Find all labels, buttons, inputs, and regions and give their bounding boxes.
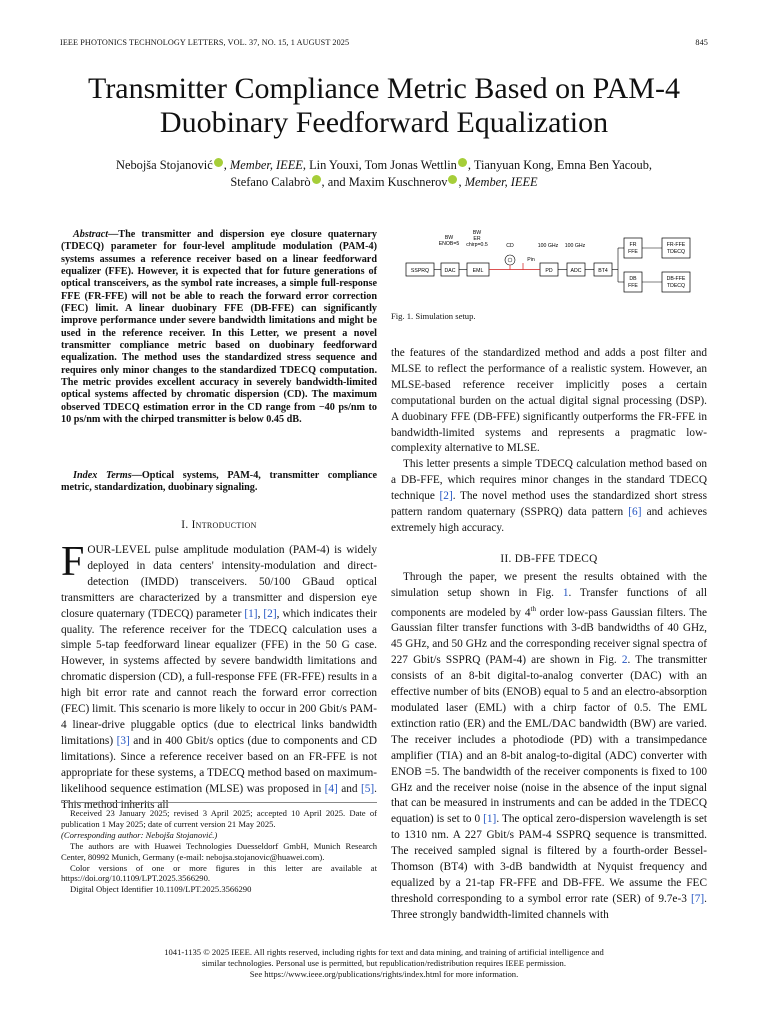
author-1-role: Member, IEEE <box>229 158 303 172</box>
paper-title <box>40 72 728 140</box>
index-terms-text: —Optical systems, PAM-4, transmitter compliance metric, standardization, duobinary signaling. <box>61 470 377 494</box>
index-terms-label: Index Terms <box>73 470 132 481</box>
author-2: , Lin Youxi, Tom Jonas Wettlin <box>302 158 457 172</box>
footnote-rule <box>61 802 377 803</box>
footer-line-2: similar technologies. Personal use is permitted, but republication/redistribution requires IEEE permission. <box>202 958 566 968</box>
paragraph-setup: Through the paper, we present the results obtained with the simulation setup shown in Fig. 1. Transfer functions of all components are modeled by 4th order low-pass Gaussian filters. The Gaussian filter transfer functions with 3-dB bandwidths of 40 GHz, 45 GHz, and 50 GHz and the corresponding receiver signal spectra of 227 Gbit/s SSPRQ (PAM-4) are shown in Fig. 2. The transmitter consists of an 8-bit digital-to-analog converter (DAC) with an effective number of bits (ENOB) equal to 5 and an electro-absorption modulated laser (EML) with a chirp factor of 0.5. The EML extinction ratio (ER) and the EML/DAC bandwidth (BW) are varied. The receiver includes a photodiode (PD) with a transimpedance amplifier (TIA) and an 8-bit analog-to-digital (ADC) converter with ENOB =5. The bandwidth of the receiver components is fixed to 100 GHz and the receiver noise (noise in the absence of the input signal that can be measured in instruments and can be added in the TDECQ equation) is set to 0 [1]. The optical zero-dispersion wavelength is set to 1310 nm. A 227 Gbit/s PAM-4 SSPRQ sequence is transmitted. The received sampled signal is filtered by a fourth-order Bessel-Thomson (BT4) with 3-dB bandwidth at Nyquist frequency and equalized by a 21-tap FR-FFE and DB-FFE. We assume the FEC threshold corresponding to a symbol error rate (SER) of 9.7e-3 [7]. Three strongly bandwidth-limited channels with <box>391 571 707 921</box>
text-tdecq-2: TDECQ <box>666 283 686 289</box>
figure-link[interactable]: 1 <box>562 586 569 599</box>
citation-link[interactable]: [1] <box>483 813 497 826</box>
footnote-affiliation: The authors are with Huawei Technologies Duesseldorf GmbH, Munich Research Center, 80992 Munich, Germany (e-mail: nebojsa.stojanovic@huawei.com). <box>61 840 377 862</box>
text-ffe-1: FFE <box>628 249 638 255</box>
text-eml: EML <box>472 268 484 274</box>
title-line-2: Duobinary Feedforward Equalization <box>159 106 609 139</box>
citation-link[interactable]: [1] <box>244 607 258 620</box>
footnote-doi: Digital Object Identifier 10.1109/LPT.2025.3566290 <box>70 884 252 895</box>
label-adc-bw: 100 GHz <box>564 243 586 249</box>
author-5-role: Member, IEEE <box>464 175 538 189</box>
label-pd-bw: 100 GHz <box>537 243 559 249</box>
text-fr-ffe: FR-FFE <box>666 242 686 248</box>
label-er: ER <box>473 236 481 242</box>
drop-cap: F <box>61 539 85 585</box>
block-fr-ffe-tdecq <box>662 238 690 258</box>
title-line-1: Transmitter Compliance Metric Based on PAM-4 <box>88 72 680 105</box>
page-number: 845 <box>695 38 708 47</box>
copyright-footer <box>60 947 708 980</box>
abstract <box>61 229 377 427</box>
text-pd: PD <box>545 268 553 274</box>
label-pin: Pin <box>527 257 535 263</box>
section-heading-db-ffe-tdecq: II. DB-FFE TDECQ <box>500 553 598 565</box>
text-dac: DAC <box>444 268 456 274</box>
citation-link[interactable]: [3] <box>116 734 130 747</box>
orcid-icon[interactable] <box>458 158 467 167</box>
figure-caption: Fig. 1. Simulation setup. <box>391 311 476 321</box>
text-adc: ADC <box>570 268 582 274</box>
label-cd: CD <box>506 243 514 249</box>
citation-link[interactable]: [5] <box>360 782 375 795</box>
footer-line-3: See https://www.ieee.org/publications/rights/index.html for more information. <box>249 969 519 979</box>
orcid-icon[interactable] <box>214 158 223 167</box>
simulation-setup-diagram <box>398 228 708 300</box>
footer-line-1: 1041-1135 © 2025 IEEE. All rights reserved, including rights for text and data mining, and training of artificial intelligence and <box>164 947 604 957</box>
citation-link[interactable]: [6] <box>628 506 642 519</box>
paragraph-letter-presents: This letter presents a simple TDECQ calculation method based on a DB-FFE, which requires minor changes in the standard TDECQ technique [2]. The novel method uses the standardized short stress pattern random quaternary (SSPRQ) data pattern [6] and achieves extremely high accuracy. <box>391 458 707 534</box>
footnote-color: Color versions of one or more figures in this letter are available at https://doi.org/10.1109/LPT.2025.3566290. <box>61 862 377 884</box>
abstract-label: Abstract <box>73 229 109 240</box>
citation-link[interactable]: [4] <box>324 782 338 795</box>
label-bw-dac: BW <box>444 235 454 241</box>
introduction-text: FOUR-LEVEL pulse amplitude modulation (PAM-4) is widely deployed in data centers' intensity-modulation and direct-detection (IMDD) transceivers. 50/100 GBaud optical transmitters are characterized by a transmitter and dispersion eye closure quaternary (TDECQ) parameter [1], [2], which indicates their quality. The reference receiver for the TDECQ calculation uses a simple 5-tap feedforward linear equalizer (FFE) in the 50 G case. However, in systems affected by severe bandwidth limitations and chromatic dispersion (CD), a full-response FFE (FR-FFE) results in a high bit error rate and cannot reach the forward error correction (FEC) limit. This scenario is more likely to occur in 200 Gbit/s PAM-4 linear-drive pluggable optics (due to electrical links bandwidth limitations) [3] and in 400 Gbit/s optics (due to components and CD limitations). Since a reference receiver based on an FR-FFE is not appropriate for these systems, a TDECQ method based on maximum-likelihood sequence estimation (MLSE) was proposed in [4] and [5]. This method inherits all <box>61 539 377 811</box>
journal-info: IEEE PHOTONICS TECHNOLOGY LETTERS, VOL. 37, NO. 15, 1 AUGUST 2025 <box>60 38 350 47</box>
figure-link[interactable]: 2 <box>621 654 628 667</box>
text-ssprq: SSPRQ <box>410 268 430 274</box>
footnote-corresponding: (Corresponding author: Nebojša Stojanović.) <box>61 829 218 840</box>
footnotes <box>61 808 377 895</box>
label-chirp: chirp=0.5 <box>466 242 488 248</box>
author-list: Nebojša Stojanović , Member, IEEE, Lin Youxi, Tom Jonas Wettlin , Tianyuan Kong, Emna Ben Yacoub, Stefano Calabrò , and Maxim Kuschnerov , Member, IEEE <box>116 158 652 189</box>
running-header <box>60 38 708 47</box>
section-heading-introduction: I. Introduction <box>181 519 257 531</box>
text-ffe-2: FFE <box>628 283 638 289</box>
right-column-text-top <box>391 346 707 537</box>
right-column-text-section2 <box>391 570 707 924</box>
block-db-ffe <box>624 272 642 292</box>
abstract-text: —The transmitter and dispersion eye closure quaternary (TDECQ) parameter for four-level amplitude modulation (PAM-4) systems assumes a reference receiver based on a linear feedforward equalizer (FFE). However, it is expected that for future generations of optical transceivers, as the symbol rate increases, a simple full-response FFE (FR-FFE) will not be able to reach the forward error correction (FEC) limit. A linear duobinary FFE (DB-FFE) can significantly improve performance under severe bandwidth limitations and might be used in the reference receiver. In this Letter, we present a novel transmitter compliance metric based on duobinary feedforward equalization. The method uses the standardized stress sequence and requires only minor changes to the standardized TDECQ computation. The metric provides excellent accuracy in severely bandwidth-limited optical systems affected by chromatic dispersion (CD). The maximum observed TDECQ estimation error in the CD range from −40 ps/nm to 10 ps/nm with the chirped transmitter is below 0.45 dB. <box>61 229 377 426</box>
text-fr: FR <box>629 242 637 248</box>
label-bw-eml: BW <box>472 230 482 236</box>
citation-link[interactable]: [7] <box>690 892 705 905</box>
text-tdecq-1: TDECQ <box>666 249 686 255</box>
block-fr-ffe <box>624 238 642 258</box>
text-db: DB <box>629 276 637 282</box>
block-db-ffe-tdecq <box>662 272 690 292</box>
footnote-received: Received 23 January 2025; revised 3 April 2025; accepted 10 April 2025. Date of publication 1 May 2025; date of current version 21 May 2025. <box>61 808 377 829</box>
text-db-ffe: DB-FFE <box>666 276 686 282</box>
author-3: , Tianyuan Kong, Emna Ben Yacoub, <box>467 158 652 172</box>
fiber-spool-icon <box>505 255 515 265</box>
author-1: Nebojša Stojanović <box>116 158 213 172</box>
text-bt4: BT4 <box>598 268 608 274</box>
orcid-icon[interactable] <box>448 175 457 184</box>
citation-link[interactable]: [2] <box>439 490 453 503</box>
author-4: Stefano Calabrò <box>230 175 311 189</box>
author-5: , and Maxim Kuschnerov <box>321 175 448 189</box>
orcid-icon[interactable] <box>312 175 321 184</box>
index-terms <box>61 470 377 495</box>
paragraph-mlse: the features of the standardized method and adds a post filter and MLSE to reflect the performance of a realistic system. However, an MLSE-based reference receiver implicitly poses a certain computational burden on the actual digital signal processing (DSP). A duobinary FFE (DB-FFE) significantly outperforms the FR-FFE in bandwidth-limited systems and represents a pragmatic low-complexity alternative to MLSE. <box>391 347 707 455</box>
label-enob: ENOB=5 <box>438 241 460 247</box>
citation-link[interactable]: [2] <box>263 607 277 620</box>
